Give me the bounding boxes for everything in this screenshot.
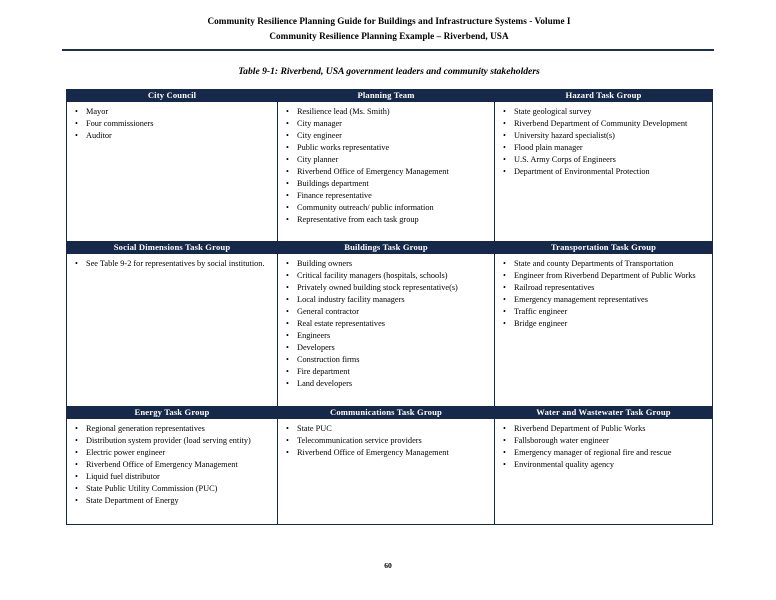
list-item: • Critical facility managers (hospitals, schools): [284, 270, 490, 282]
cell-transportation-task-group: [495, 254, 713, 407]
list-item: • Emergency manager of regional fire and rescue: [501, 447, 708, 459]
column-header-buildings-task-group: Buildings Task Group: [278, 242, 495, 254]
header-divider-rule: [62, 49, 714, 51]
column-header-energy-task-group: Energy Task Group: [67, 407, 278, 419]
list-item: • Representative from each task group: [284, 214, 490, 226]
list-item: • State and county Departments of Transportation: [501, 258, 708, 270]
list-item: • Resilience lead (Ms. Smith): [284, 106, 490, 118]
list-item: • Emergency management representatives: [501, 294, 708, 306]
column-header-transportation-task-group: Transportation Task Group: [495, 242, 713, 254]
list-item: • Telecommunication service providers: [284, 435, 490, 447]
table-header-row: [67, 90, 713, 102]
list-item: • University hazard specialist(s): [501, 130, 708, 142]
list-item: • Building owners: [284, 258, 490, 270]
cell-energy-task-group: [67, 419, 278, 525]
list-item: • Fallsborough water engineer: [501, 435, 708, 447]
list-item: • Riverbend Department of Community Development: [501, 118, 708, 130]
list-city-council: [67, 102, 277, 147]
list-water-and-wastewater-task-group: [495, 419, 712, 476]
column-header-hazard-task-group: Hazard Task Group: [495, 90, 713, 102]
table-caption: Table 9-1: Riverbend, USA government leaders and community stakeholders: [238, 66, 540, 77]
list-buildings-task-group: [278, 254, 494, 395]
list-item: • State PUC: [284, 423, 490, 435]
list-item: • State Department of Energy: [73, 495, 273, 507]
list-item: • Riverbend Office of Emergency Management: [284, 447, 490, 459]
list-item: • Engineer from Riverbend Department of Public Works: [501, 270, 708, 282]
list-item: • Traffic engineer: [501, 306, 708, 318]
list-item: • Developers: [284, 342, 490, 354]
list-item: • City manager: [284, 118, 490, 130]
list-item: • Public works representative: [284, 142, 490, 154]
list-item: • City engineer: [284, 130, 490, 142]
list-item: • See Table 9-2 for representatives by social institution.: [73, 258, 273, 270]
column-header-planning-team: Planning Team: [278, 90, 495, 102]
list-item: • Auditor: [73, 130, 273, 142]
cell-hazard-task-group: [495, 102, 713, 242]
list-item: • Finance representative: [284, 190, 490, 202]
list-item: • Construction firms: [284, 354, 490, 366]
list-item: • Land developers: [284, 378, 490, 390]
table-header-row: [67, 407, 713, 419]
list-communications-task-group: [278, 419, 494, 464]
cell-buildings-task-group: [278, 254, 495, 407]
list-item: • Bridge engineer: [501, 318, 708, 330]
list-item: • General contractor: [284, 306, 490, 318]
list-item: • Electric power engineer: [73, 447, 273, 459]
running-header-line-1: Community Resilience Planning Guide for Buildings and Infrastructure Systems - Volume I: [207, 16, 571, 26]
running-header-line-2: Community Resilience Planning Example – Riverbend, USA: [269, 31, 509, 41]
table-row: [67, 254, 713, 407]
list-item: • Buildings department: [284, 178, 490, 190]
list-item: • State Public Utility Commission (PUC): [73, 483, 273, 495]
list-item: • Community outreach/ public information: [284, 202, 490, 214]
list-item: • Distribution system provider (load serving entity): [73, 435, 273, 447]
list-item: • Liquid fuel distributor: [73, 471, 273, 483]
cell-communications-task-group: [278, 419, 495, 525]
list-item: • Riverbend Department of Public Works: [501, 423, 708, 435]
list-social-dimensions-task-group: [67, 254, 277, 275]
list-item: • City planner: [284, 154, 490, 166]
table-header-row: [67, 242, 713, 254]
stakeholders-table: [66, 89, 713, 525]
list-hazard-task-group: [495, 102, 712, 183]
list-item: • Four commissioners: [73, 118, 273, 130]
list-item: • Local industry facility managers: [284, 294, 490, 306]
cell-social-dimensions-task-group: [67, 254, 278, 407]
list-item: • Flood plain manager: [501, 142, 708, 154]
list-transportation-task-group: [495, 254, 712, 335]
list-item: • Department of Environmental Protection: [501, 166, 708, 178]
table-row: [67, 102, 713, 242]
running-header: [66, 14, 712, 44]
cell-city-council: [67, 102, 278, 242]
list-energy-task-group: [67, 419, 277, 512]
list-item: • Real estate representatives: [284, 318, 490, 330]
list-planning-team: [278, 102, 494, 231]
column-header-communications-task-group: Communications Task Group: [278, 407, 495, 419]
cell-water-and-wastewater-task-group: [495, 419, 713, 525]
list-item: • Riverbend Office of Emergency Management: [284, 166, 490, 178]
list-item: • State geological survey: [501, 106, 708, 118]
list-item: • Engineers: [284, 330, 490, 342]
list-item: • U.S. Army Corps of Engineers: [501, 154, 708, 166]
list-item: • Regional generation representatives: [73, 423, 273, 435]
list-item: • Railroad representatives: [501, 282, 708, 294]
cell-planning-team: [278, 102, 495, 242]
list-item: • Fire department: [284, 366, 490, 378]
list-item: • Environmental quality agency: [501, 459, 708, 471]
column-header-social-dimensions-task-group: Social Dimensions Task Group: [67, 242, 278, 254]
list-item: • Riverbend Office of Emergency Management: [73, 459, 273, 471]
list-item: • Privately owned building stock representative(s): [284, 282, 490, 294]
page-number: 60: [384, 561, 392, 570]
table-row: [67, 419, 713, 525]
column-header-water-and-wastewater-task-group: Water and Wastewater Task Group: [495, 407, 713, 419]
list-item: • Mayor: [73, 106, 273, 118]
column-header-city-council: City Council: [67, 90, 278, 102]
